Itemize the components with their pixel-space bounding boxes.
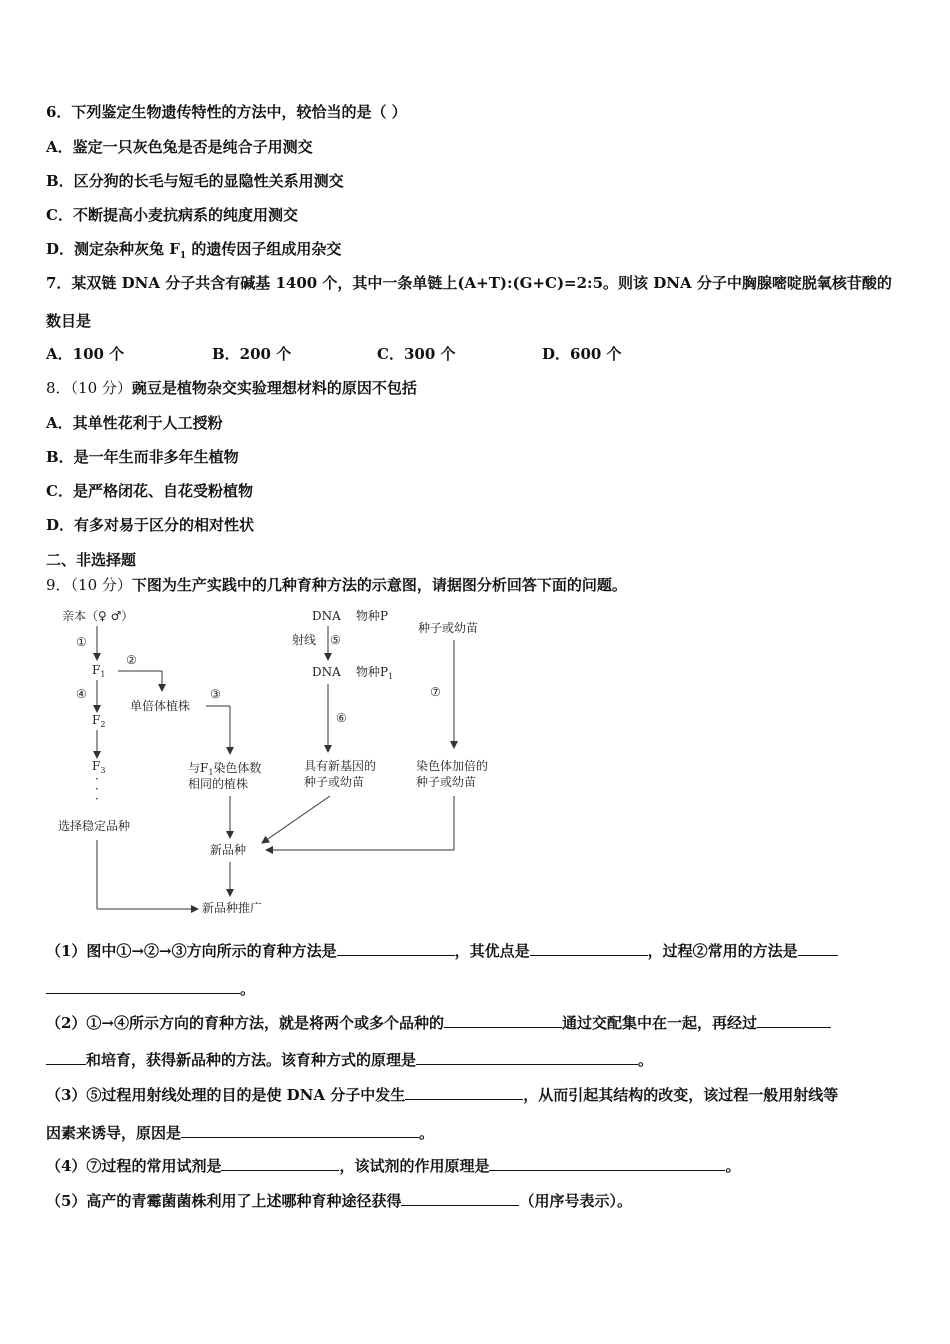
- section-heading: 二、非选择题: [46, 551, 137, 569]
- new-gene-label-1: 具有新基因的: [304, 759, 377, 773]
- q8-option-b: B．是一年生而非多年生植物: [46, 448, 239, 466]
- doubled-chromosome-label-2: 种子或幼苗: [416, 775, 477, 789]
- q6-option-c: C．不断提高小麦抗病系的纯度用测交: [46, 206, 298, 224]
- haploid-plant-label: 单倍体植株: [130, 699, 191, 713]
- dna-label-1: DNA: [312, 609, 341, 623]
- parents-label: 亲本（♀ ♂）: [62, 609, 134, 623]
- doubled-chromosome-label-1: 染色体加倍的: [416, 759, 489, 773]
- sub-question-1-line1: （1）图中①→②→③方向所示的育种方法是 ，其优点是 ，过程②常用的方法是: [46, 941, 838, 961]
- q8-option-d: D．有多对易于区分的相对性状: [46, 516, 255, 534]
- new-variety-label: 新品种: [210, 843, 247, 857]
- dot-2: ·: [95, 782, 99, 796]
- sub-question-1-line2: 。: [46, 979, 255, 999]
- q6-stem: 6．下列鉴定生物遗传特性的方法中，较恰当的是（ ）: [46, 103, 407, 121]
- promote-new-variety-label: 新品种推广: [202, 901, 263, 915]
- step-3-label: ③: [210, 687, 221, 701]
- q8-option-c: C．是严格闭花、自花受粉植物: [46, 482, 253, 500]
- sub-question-4: （4）⑦过程的常用试剂是 ，该试剂的作用原理是 。: [46, 1157, 741, 1175]
- sub-question-2-line2: 和培育，获得新品种的方法。该育种方式的原理是 。: [46, 1050, 653, 1070]
- step-7-label: ⑦: [430, 685, 441, 699]
- sub-question-3-line1: （3）⑤过程用射线处理的目的是使 DNA 分子中发生 ，从而引起其结构的改变，该过程一般用射线等: [46, 1086, 839, 1104]
- species-p1-label: 物种$P_1$: [356, 665, 394, 681]
- same-chromosome-label-1: 与$F_1$染色体数: [188, 761, 262, 777]
- new-gene-label-2: 种子或幼苗: [304, 775, 365, 789]
- q6-option-d: D．测定杂种灰兔 $F_1$ 的遗传因子组成用杂交: [46, 240, 342, 261]
- q8-option-a: A．其单性花利于人工授粉: [46, 414, 223, 432]
- q9-stem: 9．（10 分）下图为生产实践中的几种育种方法的示意图，请据图分析回答下面的问题。: [46, 576, 627, 594]
- sub-question-2-line1: （2）①→④所示方向的育种方法，就是将两个或多个品种的 通过交配集中在一起，再经过: [46, 1013, 831, 1033]
- q7-option-c: C．300 个: [377, 345, 456, 363]
- radiation-label: 射线: [292, 633, 317, 647]
- q7-option-d: D．600 个: [542, 345, 622, 363]
- same-chromosome-label-2: 相同的植株: [188, 777, 249, 791]
- f1-label: $F_1$: [92, 663, 106, 679]
- q8-stem: 8．（10 分）豌豆是植物杂交实验理想材料的原因不包括: [46, 379, 417, 397]
- q7-stem-line2: 数目是: [46, 312, 92, 330]
- sub-question-3-line2: 因素来诱导，原因是 。: [46, 1124, 435, 1142]
- q7-stem-line1: 7．某双链 DNA 分子共含有碱基 1400 个，其中一条单链上(A+T):(G+C)=2:5。则该 DNA 分子中胸腺嘧啶脱氧核苷酸的: [46, 274, 892, 292]
- f3-label: $F_3$: [92, 759, 106, 775]
- dot-3: ·: [95, 792, 99, 806]
- step-6-label: ⑥: [336, 711, 347, 725]
- q6-option-b: B．区分狗的长毛与短毛的显隐性关系用测交: [46, 172, 344, 190]
- arrow-newgene-to-new: [262, 796, 330, 843]
- dot-1: ·: [95, 772, 99, 786]
- step-5-label: ⑤: [330, 633, 341, 647]
- step-2-label: ②: [126, 653, 137, 667]
- step-4-label: ④: [76, 687, 87, 701]
- f2-label: $F_2$: [92, 713, 106, 729]
- species-p-label: 物种P: [356, 609, 389, 623]
- breeding-methods-diagram: [50, 600, 520, 920]
- q7-option-a: A．100 个: [46, 345, 125, 363]
- select-stable-variety-label: 选择稳定品种: [58, 819, 131, 833]
- seed-seedling-label: 种子或幼苗: [418, 621, 479, 635]
- q6-option-a: A．鉴定一只灰色兔是否是纯合子用测交: [46, 138, 313, 156]
- sub-question-5: （5）高产的青霉菌菌株利用了上述哪种育种途径获得 （用序号表示）。: [46, 1192, 632, 1210]
- dna-label-2: DNA: [312, 665, 341, 679]
- step-1-label: ①: [76, 635, 87, 649]
- q7-option-b: B．200 个: [212, 345, 292, 363]
